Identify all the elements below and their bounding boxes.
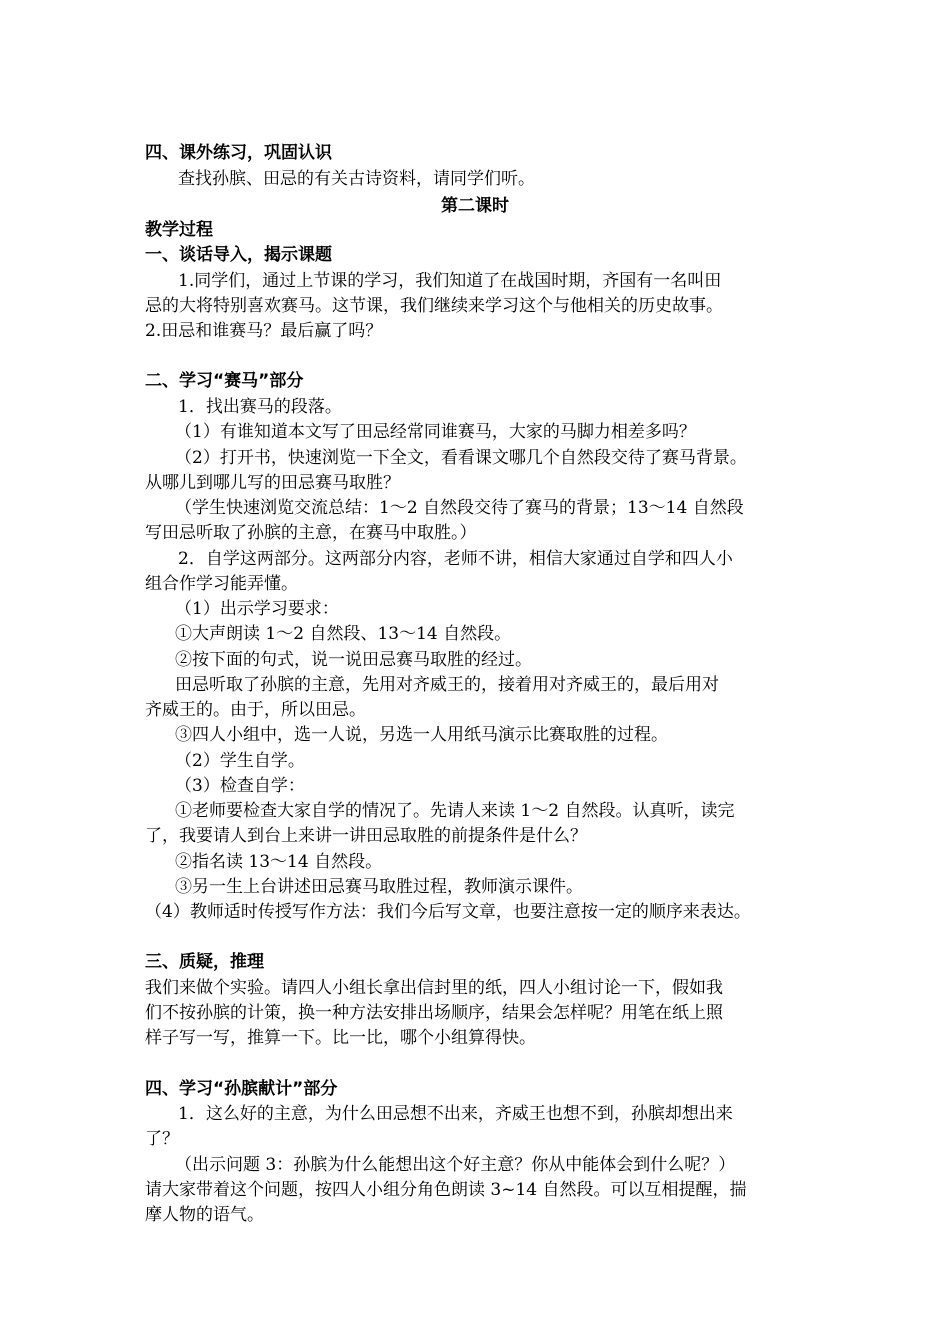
paragraph-line: ①老师要检查大家自学的情况了。先请人来读 1～2 自然段。认真听，读完 (175, 801, 735, 821)
paragraph-line: 查找孙膑、田忌的有关古诗资料，请同学们听。 (178, 169, 535, 189)
paragraph-line: ③另一生上台讲述田忌赛马取胜过程，教师演示课件。 (175, 877, 583, 897)
paragraph-line: （4）教师适时传授写作方法：我们今后写文章，也要注意按一定的顺序来表达。 (145, 902, 751, 922)
paragraph-line: （2）学生自学。 (175, 751, 305, 771)
paragraph-line: 2.田忌和谁赛马？最后赢了吗？ (145, 321, 383, 341)
paragraph-line: ②指名读 13～14 自然段。 (175, 852, 383, 872)
paragraph-line: 写田忌听取了孙膑的主意，在赛马中取胜。） (145, 523, 477, 543)
paragraph-line: 了，我要请人到台上来讲一讲田忌取胜的前提条件是什么？ (145, 826, 587, 846)
paragraph-line: 请大家带着这个问题，按四人小组分角色朗读 3~14 自然段。可以互相提醒，揣 (145, 1180, 747, 1200)
section-heading: 一、谈话导入，揭示课题 (145, 245, 332, 265)
paragraph-line: 样子写一写，推算一下。比一比，哪个小组算得快。 (145, 1028, 536, 1048)
paragraph-line: ③四人小组中，选一人说，另选一人用纸马演示比赛取胜的过程。 (175, 725, 668, 745)
lesson-title: 第二课时 (441, 196, 509, 216)
section-heading: 三、质疑，推理 (145, 952, 264, 972)
paragraph-line: ①大声朗读 1～2 自然段、13～14 自然段。 (175, 624, 512, 644)
paragraph-line: （1）有谁知道本文写了田忌经常同谁赛马，大家的马脚力相差多吗？ (175, 422, 696, 442)
paragraph-line: （1）出示学习要求： (175, 599, 339, 619)
section-heading: 四、课外练习，巩固认识 (145, 143, 332, 163)
paragraph-line: 1．找出赛马的段落。 (178, 397, 342, 417)
paragraph-line: 我们来做个实验。请四人小组长拿出信封里的纸，四人小组讨论一下，假如我 (145, 978, 723, 998)
paragraph-line: （出示问题 3：孙膑为什么能想出这个好主意？你从中能体会到什么呢？） (175, 1155, 736, 1175)
section-heading: 四、学习“孙膑献计”部分 (145, 1079, 338, 1099)
paragraph-line: 忌的大将特别喜欢赛马。这节课，我们继续来学习这个与他相关的历史故事。 (145, 296, 723, 316)
paragraph-line: （2）打开书，快速浏览一下全文，看看课文哪几个自然段交待了赛马背景。 (175, 448, 747, 468)
paragraph-line: （学生快速浏览交流总结：1～2 自然段交待了赛马的背景；13～14 自然段 (175, 498, 744, 518)
paragraph-line: 1.同学们，通过上节课的学习，我们知道了在战国时期，齐国有一名叫田 (178, 271, 722, 291)
paragraph-line: 从哪儿到哪儿写的田忌赛马取胜？ (145, 473, 400, 493)
section-heading: 二、学习“赛马”部分 (145, 371, 304, 391)
paragraph-line: 田忌听取了孙膑的主意，先用对齐威王的，接着用对齐威王的，最后用对 (175, 675, 719, 695)
paragraph-line: 了？ (145, 1129, 179, 1149)
paragraph-line: ②按下面的句式，说一说田忌赛马取胜的经过。 (175, 650, 532, 670)
paragraph-line: 们不按孙膑的计策，换一种方法安排出场顺序，结果会怎样呢？用笔在纸上照 (145, 1003, 723, 1023)
paragraph-line: 组合作学习能弄懂。 (145, 574, 298, 594)
paragraph-line: 2．自学这两部分。这两部分内容，老师不讲，相信大家通过自学和四人小 (178, 549, 733, 569)
paragraph-line: 1．这么好的主意，为什么田忌想不出来，齐威王也想不到，孙膑却想出来 (178, 1104, 733, 1124)
section-heading: 教学过程 (145, 220, 213, 240)
paragraph-line: 摩人物的语气。 (145, 1205, 264, 1225)
paragraph-line: 齐威王的。由于，所以田忌。 (145, 700, 366, 720)
paragraph-line: （3）检查自学： (175, 776, 305, 796)
